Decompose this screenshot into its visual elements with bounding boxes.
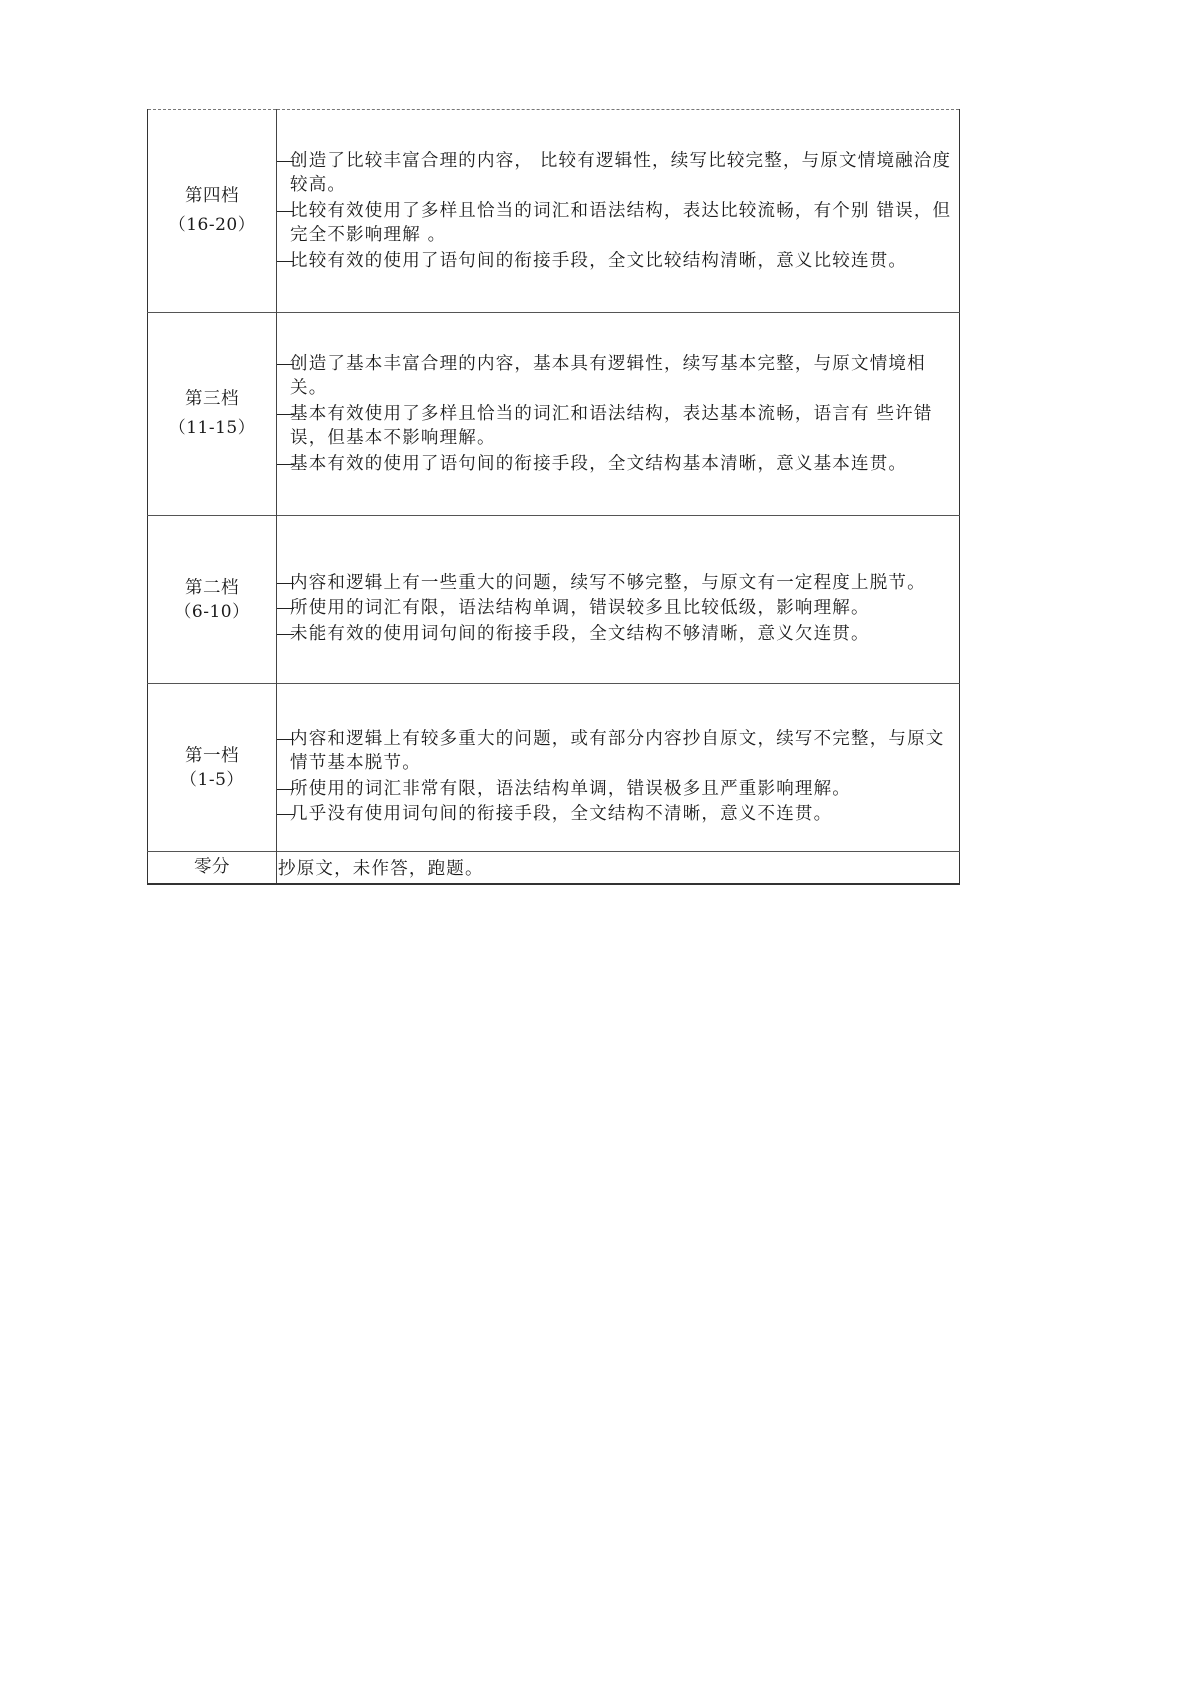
criterion-item: 未能有效的使用词句间的衔接手段，全文结构不够清晰，意义欠连贯。 bbox=[277, 622, 959, 647]
criterion-item: 比较有效使用了多样且恰当的词汇和语法结构，表达比较流畅，有个别 错误，但完全不影响理解 。 bbox=[277, 199, 959, 248]
grade-cell bbox=[148, 516, 277, 684]
description-cell bbox=[277, 110, 960, 313]
description-cell bbox=[277, 516, 960, 684]
criterion-item: 基本有效的使用了语句间的衔接手段，全文结构基本清晰，意义基本连贯。 bbox=[277, 452, 959, 477]
criterion-item: 所使用的词汇非常有限，语法结构单调，错误极多且严重影响理解。 bbox=[277, 777, 959, 802]
criterion-item: 内容和逻辑上有较多重大的问题，或有部分内容抄自原文，续写不完整，与原文情节基本脱节。 bbox=[277, 727, 959, 776]
grade-name: 第四档 bbox=[185, 186, 239, 206]
grade-name: 第一档 bbox=[185, 745, 239, 766]
criterion-item: 内容和逻辑上有一些重大的问题，续写不够完整，与原文有一定程度上脱节。 bbox=[277, 571, 959, 596]
rubric-row-zero bbox=[148, 852, 960, 885]
criterion-item: 几乎没有使用词句间的衔接手段，全文结构不清晰，意义不连贯。 bbox=[277, 802, 959, 827]
grade-name: 零分 bbox=[194, 857, 230, 877]
grade-cell bbox=[148, 852, 277, 885]
grade-range: （11-15） bbox=[168, 418, 256, 438]
rubric-row-grade-2 bbox=[148, 516, 960, 684]
criterion-item: 比较有效的使用了语句间的衔接手段，全文比较结构清晰，意义比较连贯。 bbox=[277, 249, 959, 274]
grade-cell bbox=[148, 110, 277, 313]
description-cell bbox=[277, 313, 960, 516]
grade-range: （1-5） bbox=[180, 769, 244, 790]
grade-name: 第二档 bbox=[185, 577, 239, 598]
rubric-row-grade-3 bbox=[148, 313, 960, 516]
grade-range: （16-20） bbox=[168, 215, 256, 235]
criterion-item: 基本有效使用了多样且恰当的词汇和语法结构，表达基本流畅，语言有 些许错误，但基本不影响理解。 bbox=[277, 402, 959, 451]
grade-cell bbox=[148, 684, 277, 852]
rubric-row-grade-4 bbox=[148, 110, 960, 313]
grade-range: （6-10） bbox=[174, 601, 250, 622]
description-cell: 抄原文，未作答，跑题。 bbox=[277, 852, 960, 885]
description-cell bbox=[277, 684, 960, 852]
criterion-item: 所使用的词汇有限，语法结构单调，错误较多且比较低级，影响理解。 bbox=[277, 596, 959, 621]
grade-name: 第三档 bbox=[185, 389, 239, 409]
rubric-row-grade-1 bbox=[148, 684, 960, 852]
criterion-item: 创造了比较丰富合理的内容， 比较有逻辑性，续写比较完整，与原文情境融洽度较高。 bbox=[277, 149, 959, 198]
grade-cell bbox=[148, 313, 277, 516]
criterion-item: 创造了基本丰富合理的内容，基本具有逻辑性，续写基本完整，与原文情境相关。 bbox=[277, 352, 959, 401]
scoring-rubric-table bbox=[147, 109, 960, 885]
